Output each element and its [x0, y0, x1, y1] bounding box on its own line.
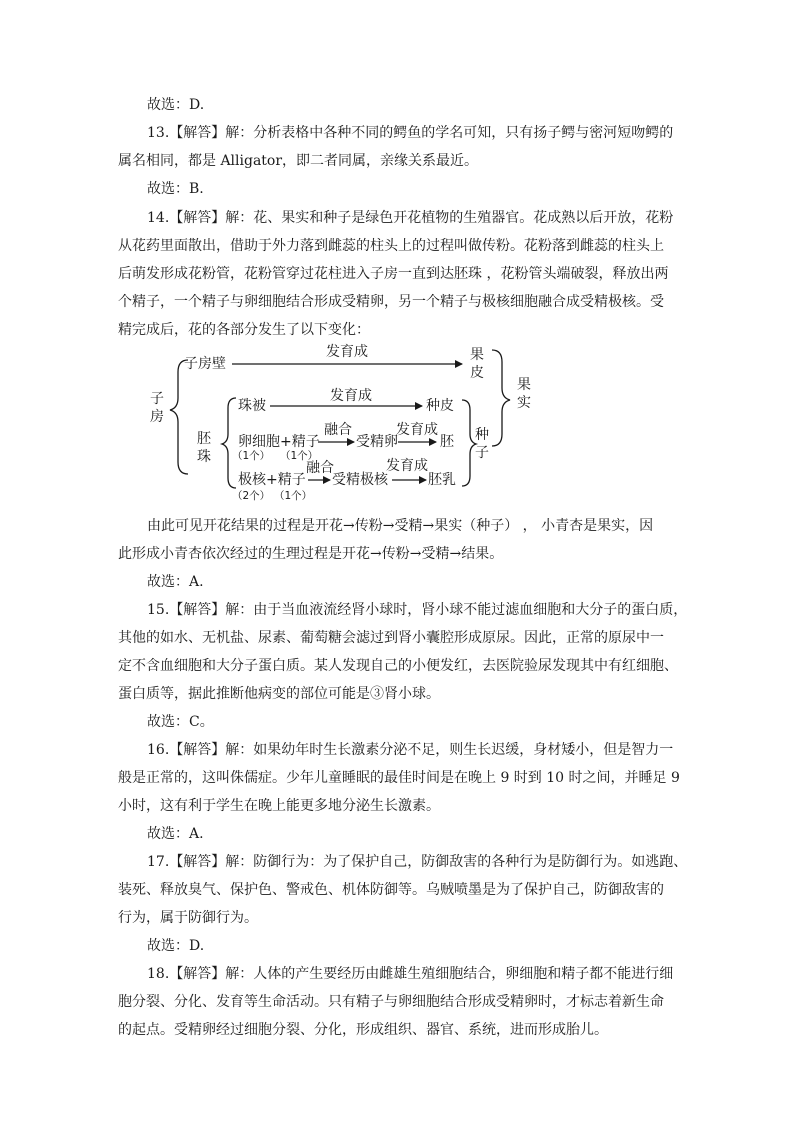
text-line: 定不含血细胞和大分子蛋白质。某人发现自己的小便发红，去医院验尿发现其中有红细胞、 [118, 658, 678, 674]
text-line: 装死、释放臭气、保护色、警戒色、机体防御等。乌贼喷墨是为了保护自己，防御敌害的 [118, 882, 664, 898]
text-line: 故选：A. [147, 826, 204, 842]
text-line: 般是正常的，这叫侏儒症。少年儿童睡眠的最佳时间是在晚上 9 时到 10 时之间，并睡足 9 [118, 770, 680, 786]
fertilized-polar-label: 受精极核 [332, 472, 388, 488]
text-line: 的起点。受精卵经过细胞分裂、分化，形成组织、器官、系统，进而形成胎儿。 [118, 1022, 608, 1038]
sperm-count-label: （1个） [280, 450, 319, 462]
text-line: 从花药里面散出，借助于外力落到雌蕊的柱头上的过程叫做传粉。花粉落到雌蕊的柱头上 [118, 238, 664, 254]
integument-label: 珠被 [238, 398, 266, 414]
text-line: 13.【解答】解：分析表格中各种不同的鳄鱼的学名可知，只有扬子鳄与密河短吻鳄的 [147, 125, 674, 141]
ovary-wall-label: 子房壁 [184, 356, 226, 372]
text-line: 故选：D. [147, 97, 205, 113]
fuse-label: 融合 [324, 422, 352, 438]
develops-into-label-3: 发育成 [396, 422, 438, 438]
text-line: 故选：B. [147, 181, 204, 197]
develops-into-label: 发育成 [326, 344, 368, 360]
text-line: 精完成后，花的各部分发生了以下变化： [118, 322, 370, 338]
zygote-label: 受精卵 [356, 434, 398, 450]
text-line: 后萌发形成花粉管，花粉管穿过花柱进入子房一直到达胚珠 ，花粉管头端破裂，释放出两 [118, 266, 669, 282]
ovule-label: 胚 珠 [197, 431, 211, 465]
polar-sperm-label: 极核+精子 [238, 472, 306, 488]
text-line: 行为，属于防御行为。 [118, 910, 258, 926]
text-line: 18.【解答】解：人体的产生要经历由雌雄生殖细胞结合，卵细胞和精子都不能进行细 [147, 966, 674, 982]
pericarp-label: 果 皮 [470, 347, 484, 381]
text-line: 此形成小青杏依次经过的生理过程是开花→传粉→受精→结果。 [118, 546, 504, 562]
egg-count-label: （1个） [232, 450, 271, 462]
text-line: 14.【解答】解：花、果实和种子是绿色开花植物的生殖器官。花成熟以后开放，花粉 [147, 210, 674, 226]
text-line: 故选：C。 [147, 714, 214, 730]
sperm-count-label-2: （1个） [274, 490, 313, 502]
text-line: 17.【解答】解：防御行为：为了保护自己，防御敌害的各种行为是防御行为。如逃跑、 [147, 854, 688, 870]
text-line: 由此可见开花结果的过程是开花→传粉→受精→果实（种子） ， 小青杏是果实，因 [147, 518, 654, 534]
polar-count-label: （2个） [232, 490, 271, 502]
text-line: 属名相同，都是 Alligator，即二者同属，亲缘关系最近。 [118, 153, 479, 169]
egg-sperm-label: 卵细胞+精子 [238, 434, 320, 450]
develops-into-label-4: 发育成 [386, 458, 428, 474]
text-line: 故选：D. [147, 938, 205, 954]
develops-into-label-2: 发育成 [330, 388, 372, 404]
text-line: 小时，这有利于学生在晚上能更多地分泌生长激素。 [118, 798, 440, 814]
embryo-label: 胚 [440, 434, 454, 450]
text-line: 故选：A. [147, 574, 204, 590]
endosperm-label: 胚乳 [428, 472, 456, 488]
fuse-label-2: 融合 [306, 460, 334, 476]
ovule-brace [222, 398, 236, 488]
text-line: 蛋白质等，据此推断他病变的部位可能是③肾小球。 [118, 686, 440, 702]
flower-development-diagram [140, 338, 540, 510]
text-line: 胞分裂、分化、发育等生命活动。只有精子与卵细胞结合形成受精卵时，才标志着新生命 [118, 994, 664, 1010]
seed-coat-label: 种皮 [426, 398, 454, 414]
ovary-label: 子 房 [150, 391, 164, 425]
fruit-label: 果 实 [517, 377, 531, 411]
ovary-brace [170, 360, 188, 474]
text-line: 16.【解答】解：如果幼年时生长激素分泌不足，则生长迟缓，身材矮小，但是智力一 [147, 742, 674, 758]
text-line: 其他的如水、无机盐、尿素、葡萄糖会滤过到肾小囊腔形成原尿。因此，正常的原尿中一 [118, 630, 664, 646]
fruit-brace [492, 350, 510, 446]
text-line: 15.【解答】解：由于当血液流经肾小球时，肾小球不能过滤血细胞和大分子的蛋白质， [147, 602, 688, 618]
text-line: 个精子，一个精子与卵细胞结合形成受精卵，另一个精子与极核细胞融合成受精极核。受 [118, 294, 664, 310]
seed-label: 种 子 [475, 427, 489, 461]
